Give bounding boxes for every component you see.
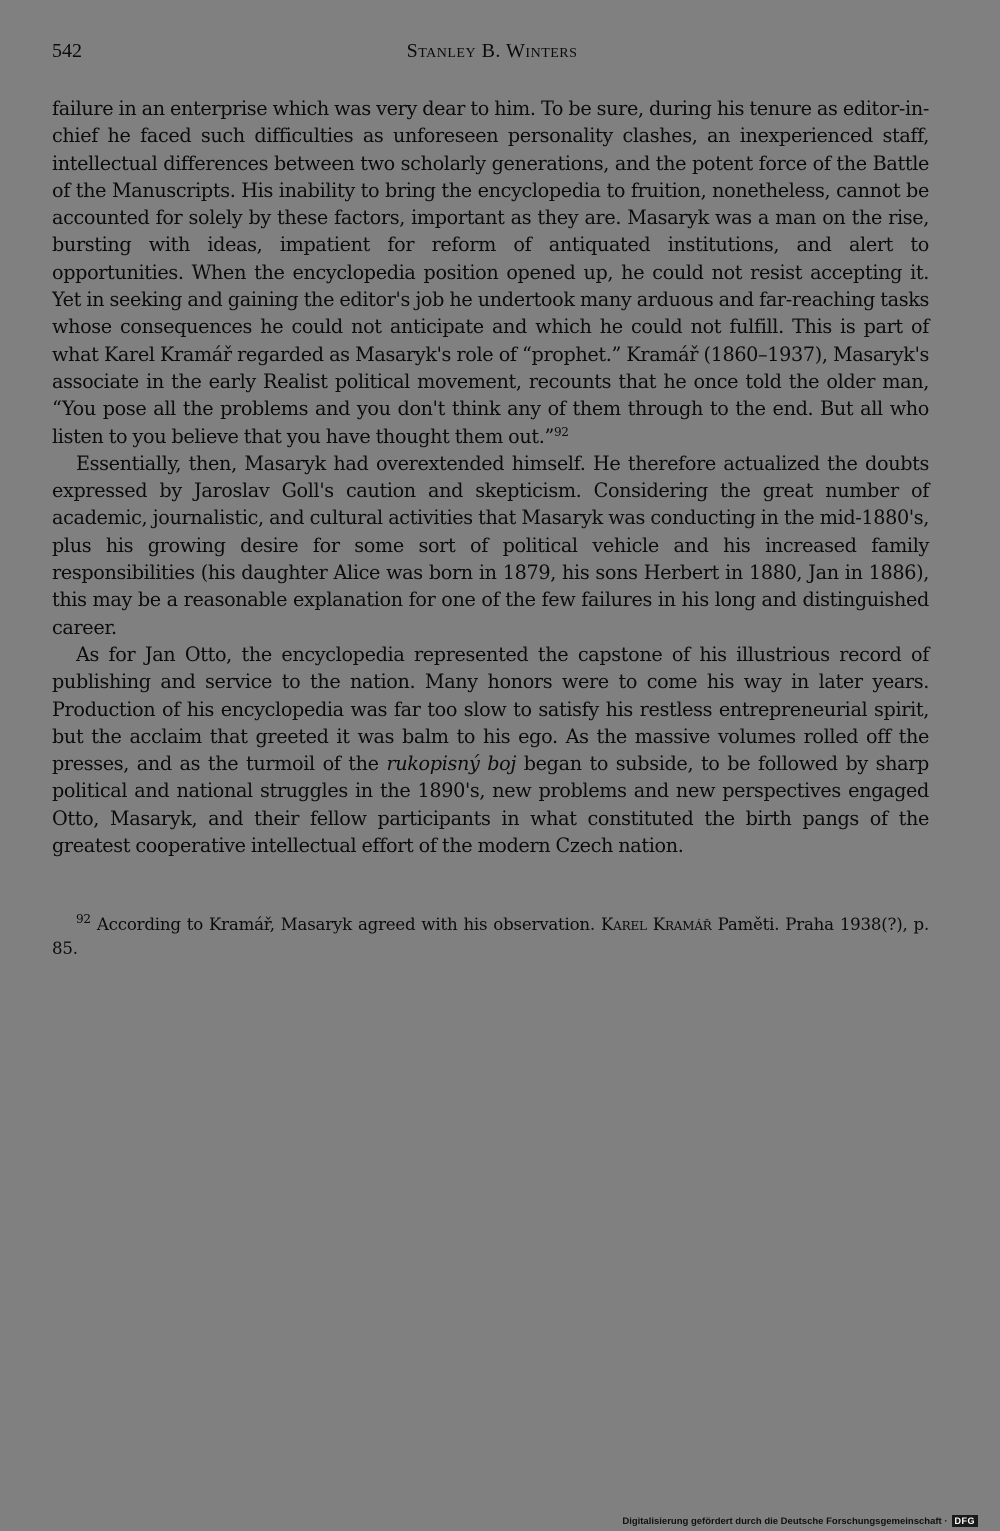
page-number: 542: [52, 40, 82, 62]
digitization-credit: [622, 1515, 978, 1527]
running-head-author: Stanley B. Winters: [406, 40, 578, 62]
paragraph-1-text: failure in an enterprise which was very dear to him. To be sure, during his tenure as editor-in-chief he faced such difficulties as unforeseen personality clashes, an inexperienced staff, intellectual differences between two scholarly generations, and the potent force of the Battle of the Manuscripts. His inability to bring the encyclopedia to fruition, nonetheless, cannot be accounted for solely by these factors, important as they are. Masaryk was a man on the rise, bursting with ideas, impatient for reform of antiquated institutions, and alert to opportunities. When the encyclopedia position opened up, he could not resist accepting it. Yet in seeking and gaining the editor's job he undertook many arduous and far-reaching tasks whose consequences he could not anticipate and which he could not fulfill. This is part of what Karel Kramář regarded as Masaryk's role of “prophet.” Kramář (1860–1937), Masaryk's associate in the early Realist political movement, recounts that he once told the older man, “You pose all the problems and you don't think any of them through to the end. But all who listen to you believe that you have thought them out.”: [52, 97, 929, 448]
running-head: [52, 40, 932, 70]
footnote-text-before: According to Kramář, Masaryk agreed with his observation.: [96, 915, 595, 934]
footnote-92: [52, 913, 929, 961]
paragraph-3: [52, 641, 929, 859]
paragraph-3-italic-term: rukopisný boj: [386, 752, 516, 776]
footnote-cited-author: Karel Kramář: [600, 915, 712, 934]
footnote-number: 92: [76, 912, 91, 926]
footnote-text-after: Paměti. Praha 1938(?), p. 85.: [52, 915, 930, 958]
dfg-logo[interactable]: DFG: [952, 1515, 979, 1527]
paragraph-2: Essentially, then, Masaryk had overextended himself. He therefore actualized the doubts expressed by Jaroslav Goll's caution and skepticism. Considering the great number of academic, journalistic, and cultural activities that Masaryk was conducting in the mid-1880's, plus his growing desire for some sort of political vehicle and his increased family responsibilities (his daughter Alice was born in 1879, his sons Herbert in 1880, Jan in 1886), this may be a reasonable explanation for one of the few failures in his long and distinguished career.: [52, 451, 929, 639]
paragraph-3-text-after: began to subside, to be followed by sharp political and national struggles in the 1890's, new problems and new perspectives engaged Otto, Masaryk, and their fellow participants in what constituted the birth pangs of the greatest cooperative intellectual effort of the modern Czech nation.: [52, 752, 929, 858]
paragraph-1: [52, 95, 929, 450]
digitization-credit-text: Digitalisierung gefördert durch die Deutsche Forschungsgemeinschaft ·: [622, 1515, 948, 1527]
paragraph-3-text-before: As for Jan Otto, the encyclopedia represented the capstone of his illustrious record of publishing and service to the nation. Many honors were to come his way in later years. Production of his encyclopedia was far too slow to satisfy his restless entrepreneurial spirit, but the acclaim that greeted it was balm to his ego. As the massive volumes rolled off the presses, and as the turmoil of the: [52, 642, 929, 776]
body-text: [52, 95, 929, 859]
footnote-ref-92[interactable]: 92: [553, 424, 569, 439]
